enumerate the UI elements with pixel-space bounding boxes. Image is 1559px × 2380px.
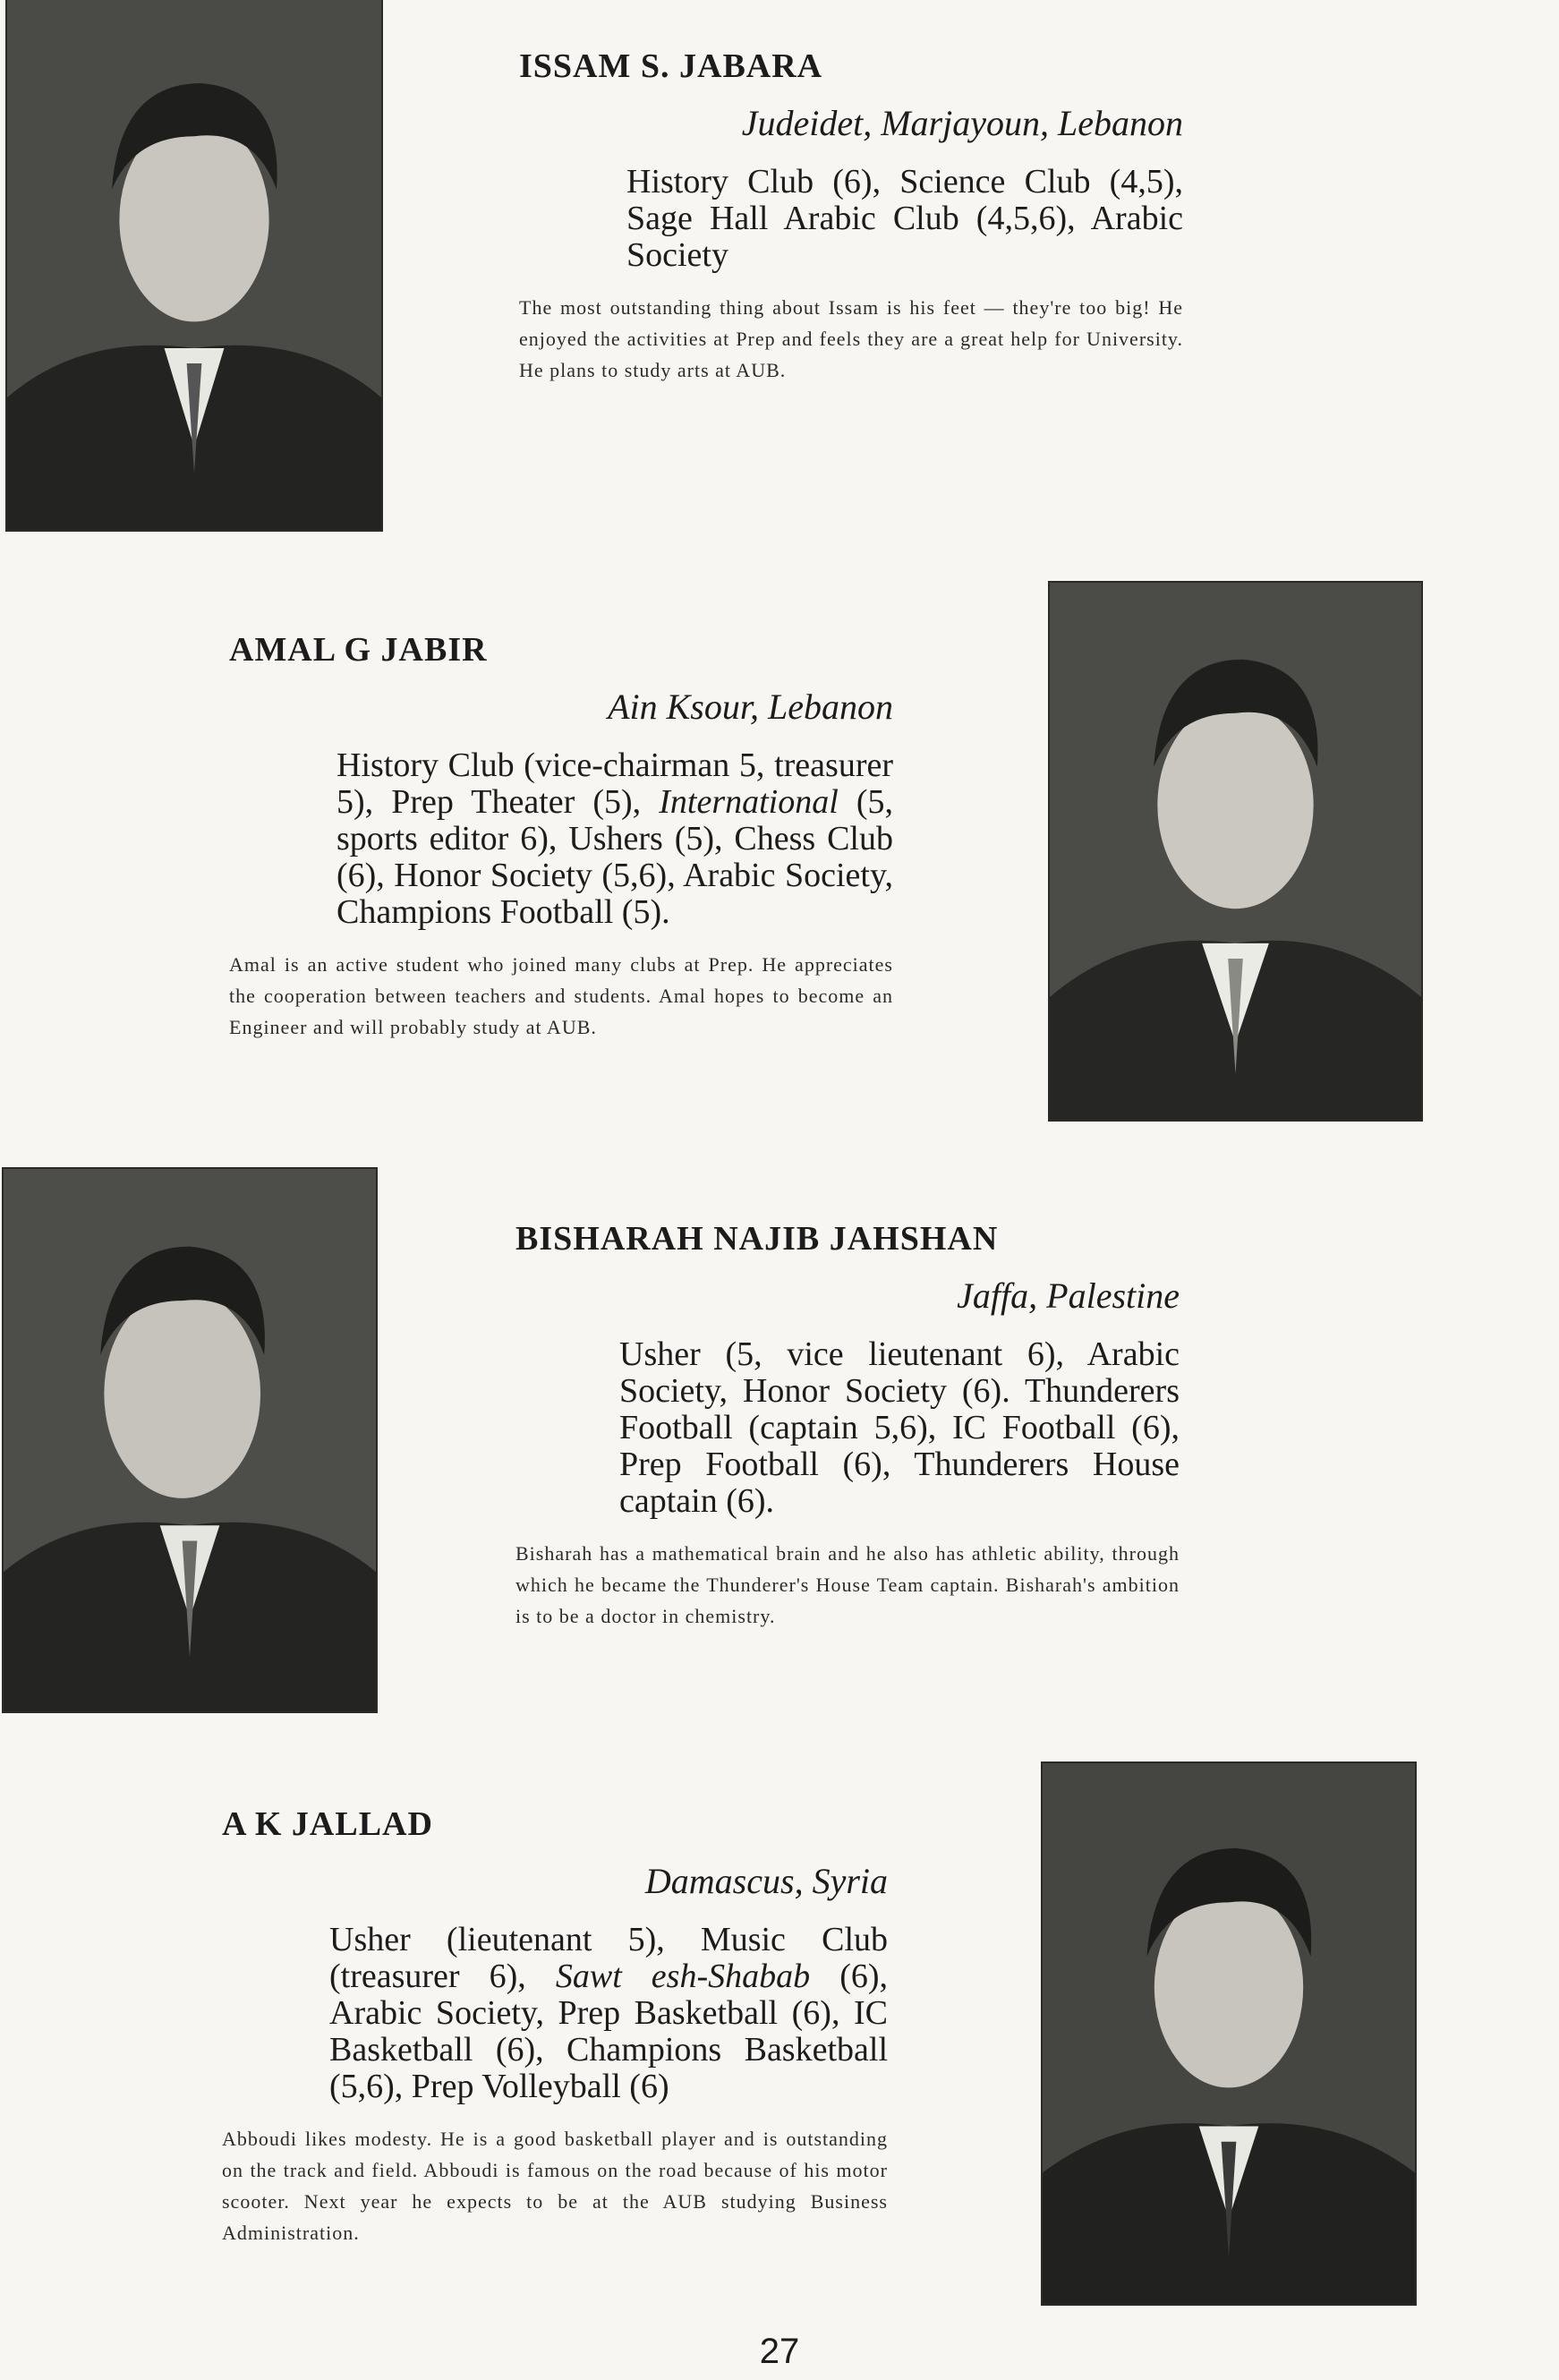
student-entry-jahshan (515, 1219, 1180, 1632)
student-bio: Amal is an active student who joined many clubs at Prep. He appreciates the cooperation between teachers and students. Amal hopes to become an Engineer and will probably study at AUB. (229, 953, 893, 1038)
activities-publication: International (659, 783, 839, 821)
portrait-photo-jabir (1050, 583, 1421, 1120)
student-activities: History Club (6), Science Club (4,5), Sage Hall Arabic Club (4,5,6), Arabic Society (626, 163, 1183, 274)
portrait-photo-jahshan (4, 1169, 376, 1711)
activities-text: History Club (vice-chairman 5, treasurer 5), Prep Theater (5), (337, 746, 893, 821)
student-activities (329, 1922, 888, 2105)
student-bio: Bisharah has a mathematical brain and he also has athletic ability, through which he became the Thunderer's House Team captain. Bisharah's ambition is to be a doctor in chemistry. (515, 1542, 1180, 1627)
student-name: ISSAM S. JABARA (519, 47, 823, 85)
student-bio: Abboudi likes modesty. He is a good basketball player and is outstanding on the track and field. Abboudi is famous on the road because of his motor scooter. Next year he expects to be at the AUB studying Business Administration. (222, 2128, 888, 2244)
activities-text: Usher (lieutenant 5), Music Club (treasurer 6), (329, 1921, 888, 1995)
page-number: 27 (759, 2332, 800, 2371)
portrait-photo-jallad (1043, 1763, 1415, 2304)
student-name: A K JALLAD (222, 1805, 433, 1843)
activities-text: (5, sports editor 6), Ushers (5), Chess Club (6), Honor Society (5,6), Arabic Society, Champions Football (5). (337, 783, 894, 931)
student-entry-jabir (229, 630, 893, 1043)
student-hometown: Ain Ksour, Lebanon (608, 687, 893, 727)
student-entry-jabara (519, 47, 1183, 386)
portrait-photo-jabara (7, 0, 381, 530)
student-name: AMAL G JABIR (229, 631, 488, 669)
student-activities: Usher (5, vice lieutenant 6), Arabic Society, Honor Society (6). Thunderers Football (captain 5,6), IC Football (6), Prep Football (6), Thunderers House captain (6). (619, 1335, 1180, 1520)
student-entry-jallad (222, 1804, 888, 2248)
student-hometown: Damascus, Syria (644, 1861, 888, 1901)
student-hometown: Jaffa, Palestine (957, 1275, 1180, 1316)
student-hometown: Judeidet, Marjayoun, Lebanon (741, 103, 1183, 143)
student-name: BISHARAH NAJIB JAHSHAN (515, 1220, 999, 1258)
student-bio: The most outstanding thing about Issam is his feet — they're too big! He enjoyed the activities at Prep and feels they are a great help for University. He plans to study arts at AUB. (519, 296, 1183, 381)
activities-publication: Sawt esh-Shabab (555, 1958, 811, 1995)
student-activities (337, 747, 893, 931)
activities-text: (6), Arabic Society, Prep Basketball (6), IC Basketball (6), Champions Basketball (5,6), Prep Volleyball (6) (329, 1958, 888, 2105)
